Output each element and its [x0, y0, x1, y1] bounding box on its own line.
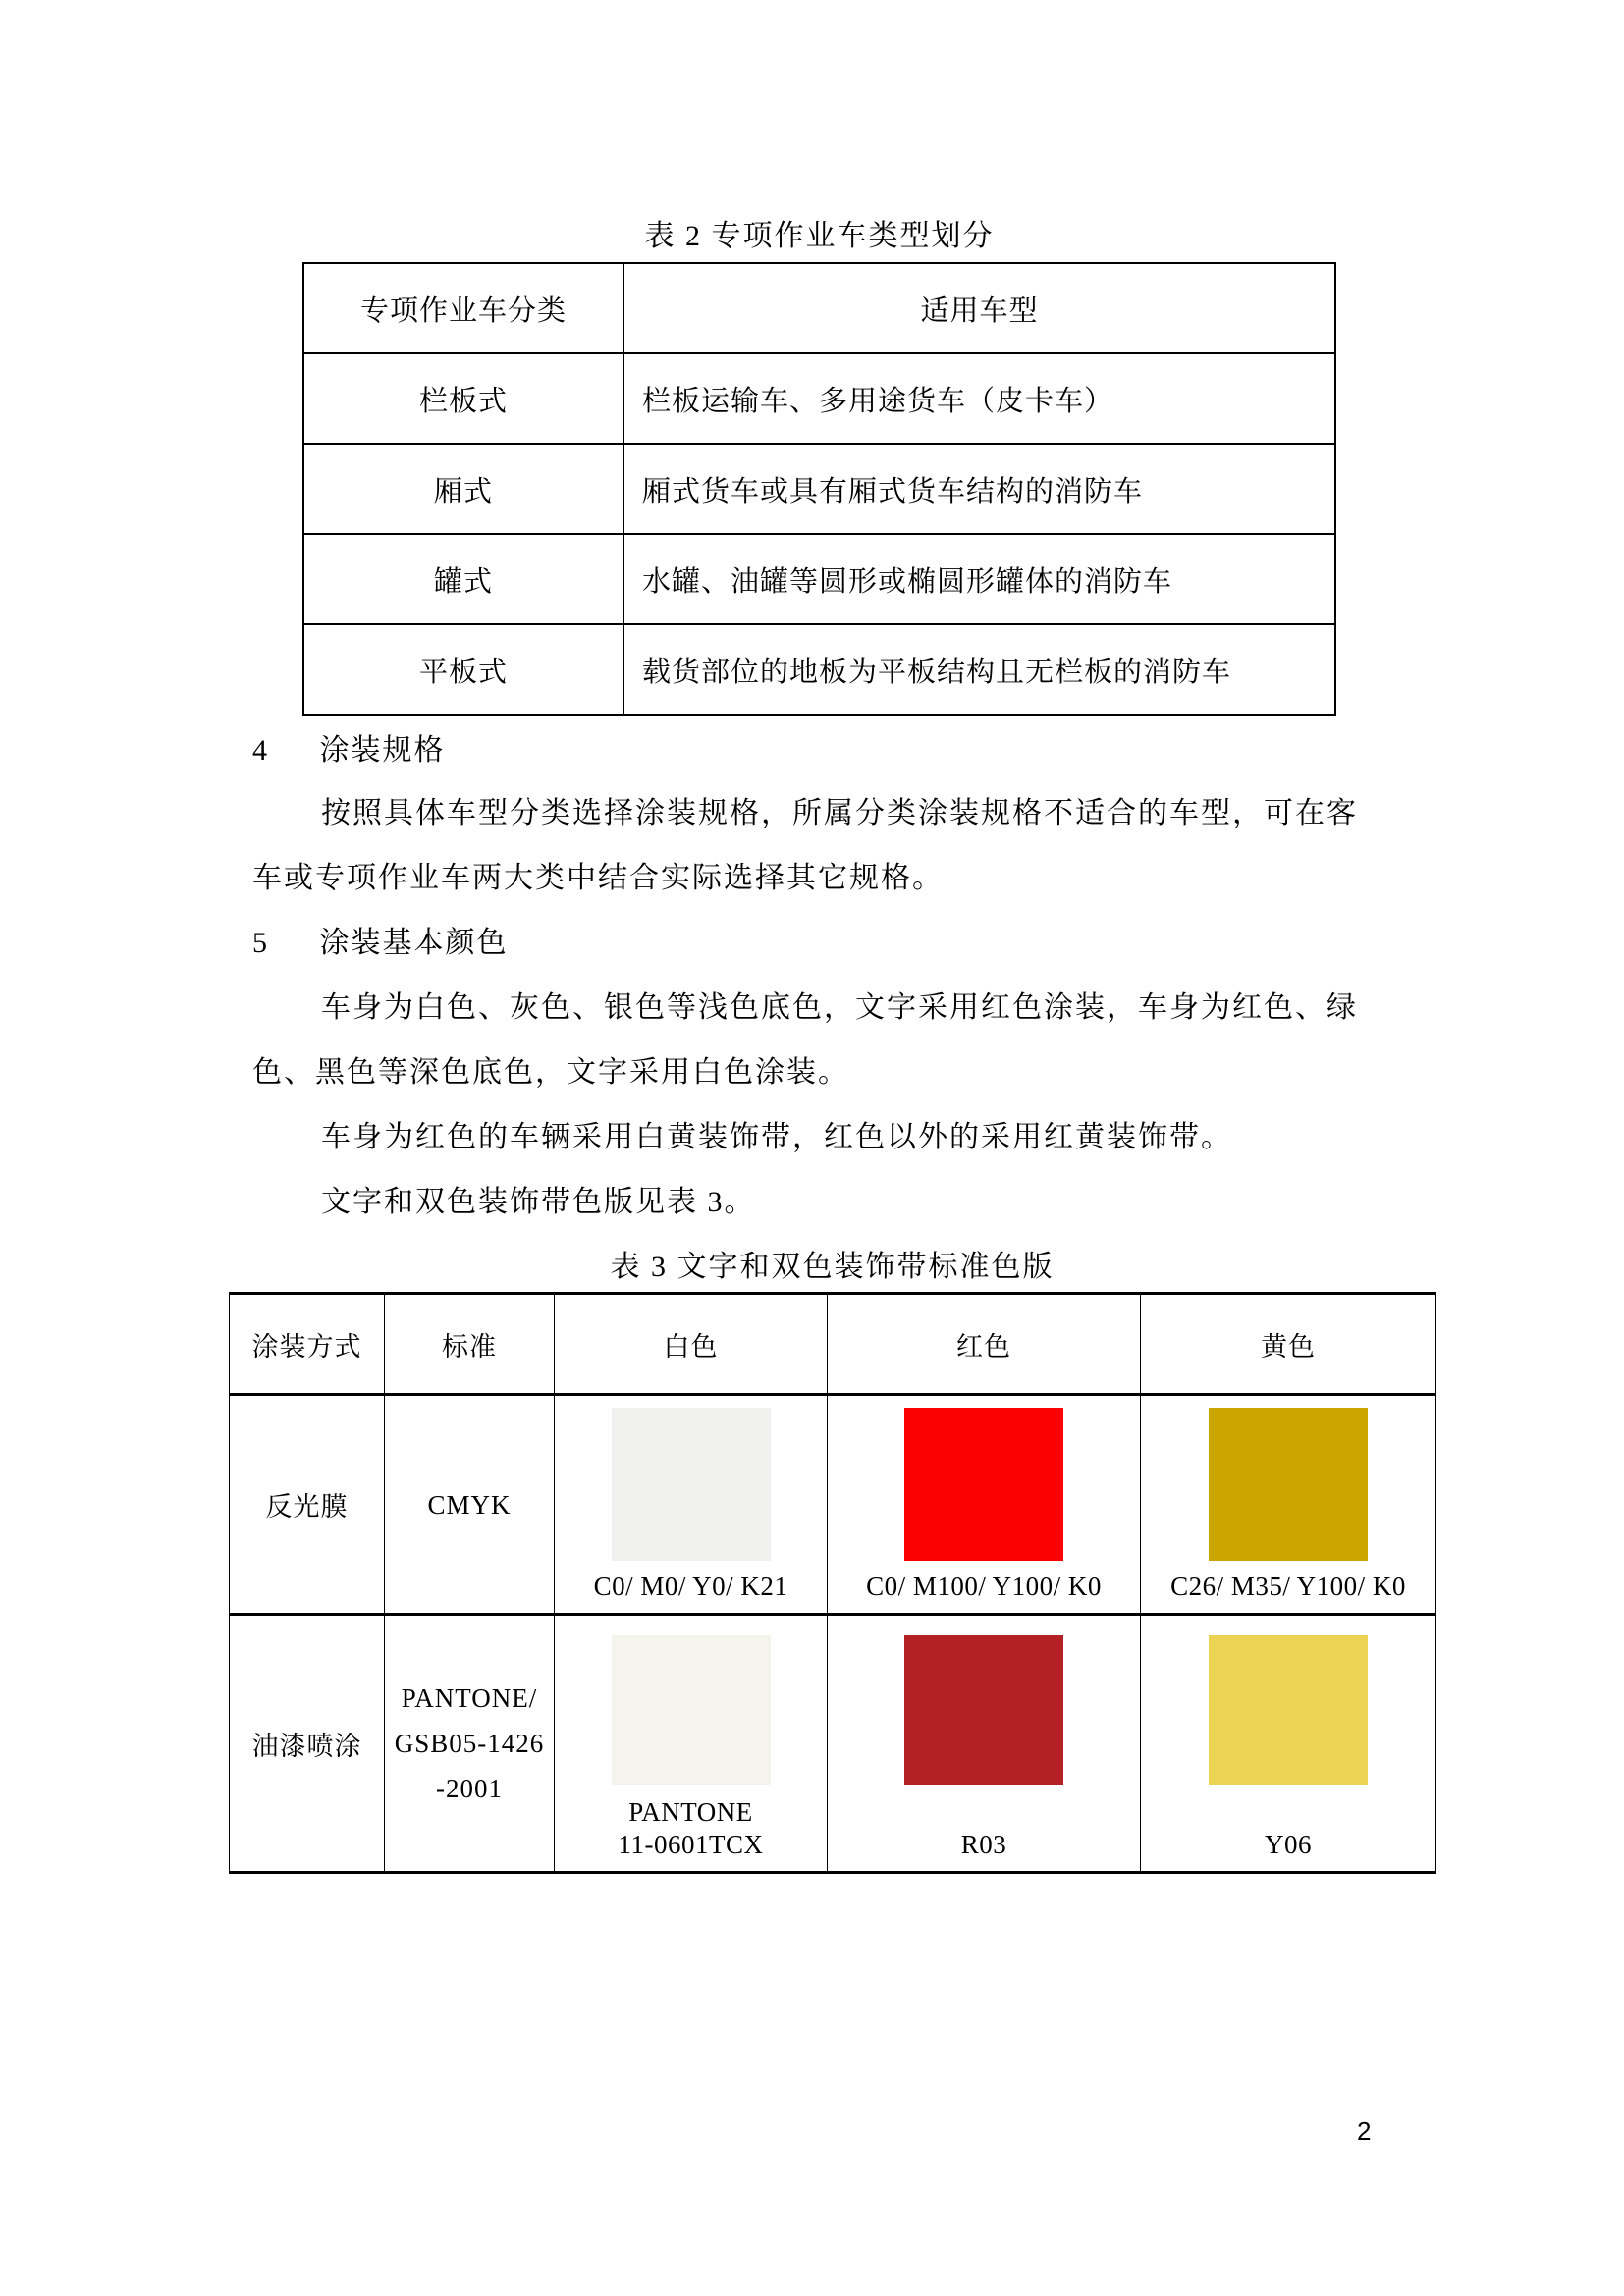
cell-red-color [828, 1615, 1141, 1873]
pantone-name: PANTONE [628, 1797, 753, 1827]
header-vehicle-category: 专项作业车分类 [303, 263, 623, 353]
standard-text: -2001 [436, 1774, 503, 1803]
paragraph-line: 车身为白色、灰色、银色等浅色底色，文字采用红色涂装，车身为红色、绿 [321, 991, 1358, 1024]
table-row-paint-spraying [230, 1615, 1436, 1873]
cell-vehicles: 载货部位的地板为平板结构且无栏板的消防车 [623, 624, 1335, 715]
color-standard-table [229, 1292, 1436, 1874]
cell-red-color [828, 1395, 1141, 1615]
section4-number: 4 [252, 734, 269, 767]
cell-yellow-color [1141, 1615, 1436, 1873]
standard-text: GSB05-1426 [394, 1729, 545, 1758]
section5-title: 涂装基本颜色 [319, 927, 509, 959]
cell-white-color [555, 1615, 828, 1873]
table-row [303, 624, 1335, 715]
header-yellow: 黄色 [1141, 1294, 1436, 1395]
red-color-value: R03 [960, 1830, 1007, 1859]
header-painting-method: 涂装方式 [230, 1294, 385, 1395]
cell-standard [385, 1395, 555, 1615]
red-color-swatch [904, 1408, 1063, 1561]
pantone-code: 11-0601TCX [618, 1830, 764, 1859]
table-row-reflective-film [230, 1395, 1436, 1615]
yellow-color-swatch [1209, 1635, 1368, 1785]
table-header-row [230, 1294, 1436, 1395]
cell-vehicles: 水罐、油罐等圆形或椭圆形罐体的消防车 [623, 534, 1335, 624]
cell-category: 平板式 [303, 624, 623, 715]
white-color-value [619, 1796, 764, 1861]
header-standard: 标准 [385, 1294, 555, 1395]
header-white: 白色 [555, 1294, 828, 1395]
cell-category: 栏板式 [303, 353, 623, 444]
table-header-row [303, 263, 1335, 353]
section5-heading [252, 927, 509, 960]
table3-title: 表 3 文字和双色装饰带标准色版 [610, 1251, 1055, 1283]
white-color-swatch [612, 1635, 771, 1785]
cell-vehicles: 厢式货车或具有厢式货车结构的消防车 [623, 444, 1335, 534]
table-row [303, 353, 1335, 444]
table-row [303, 444, 1335, 534]
paragraph-line: 文字和双色装饰带色版见表 3。 [321, 1186, 756, 1218]
vehicle-type-table [302, 262, 1336, 716]
cell-method: 油漆喷涂 [230, 1615, 385, 1873]
table2-title: 表 2 专项作业车类型划分 [644, 220, 995, 252]
section4-heading [252, 734, 446, 768]
cell-category: 厢式 [303, 444, 623, 534]
section4-title: 涂装规格 [319, 734, 446, 767]
red-color-swatch [904, 1635, 1063, 1785]
paragraph-line: 色、黑色等深色底色，文字采用白色涂装。 [252, 1056, 849, 1089]
cell-vehicles: 栏板运输车、多用途货车（皮卡车） [623, 353, 1335, 444]
paragraph-line: 按照具体车型分类选择涂装规格，所属分类涂装规格不适合的车型，可在客 [321, 797, 1358, 829]
red-color-value: C0/ M100/ Y100/ K0 [866, 1572, 1102, 1601]
page-number: 2 [1357, 2116, 1372, 2146]
yellow-color-value: Y06 [1265, 1830, 1312, 1859]
table-row [303, 534, 1335, 624]
white-color-swatch [612, 1408, 771, 1561]
white-color-value: C0/ M0/ Y0/ K21 [593, 1572, 788, 1601]
standard-text: PANTONE/ [401, 1683, 538, 1713]
cell-white-color [555, 1395, 828, 1615]
header-applicable-models: 适用车型 [623, 263, 1335, 353]
header-red: 红色 [828, 1294, 1141, 1395]
standard-text: CMYK [427, 1489, 512, 1520]
cell-standard [385, 1615, 555, 1873]
paragraph-line: 车或专项作业车两大类中结合实际选择其它规格。 [252, 862, 944, 894]
cell-yellow-color [1141, 1395, 1436, 1615]
paragraph-line: 车身为红色的车辆采用白黄装饰带，红色以外的采用红黄装饰带。 [321, 1121, 1232, 1153]
yellow-color-value: C26/ M35/ Y100/ K0 [1170, 1572, 1406, 1601]
cell-category: 罐式 [303, 534, 623, 624]
section5-number: 5 [252, 927, 269, 959]
yellow-color-swatch [1209, 1408, 1368, 1561]
cell-method: 反光膜 [230, 1395, 385, 1615]
